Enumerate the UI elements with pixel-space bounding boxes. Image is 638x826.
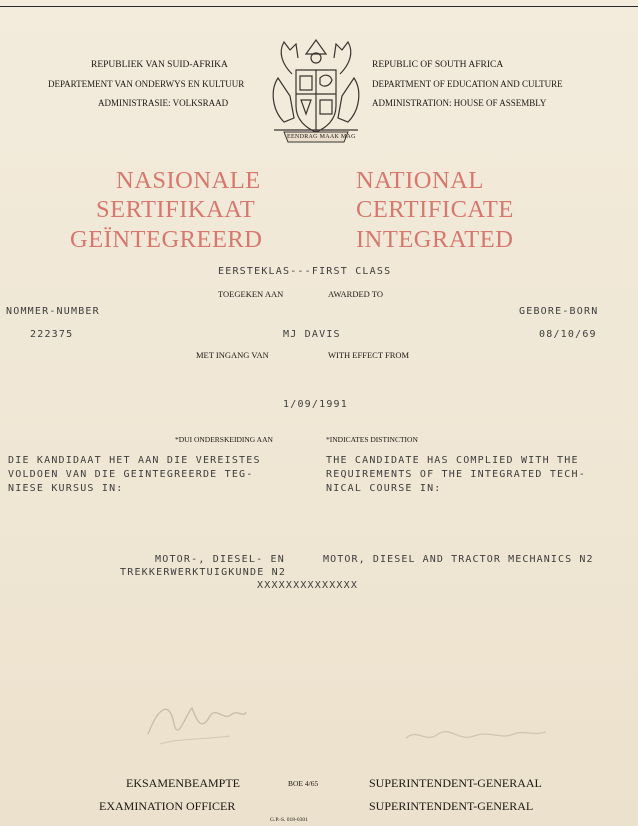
awarded-af: TOEGEKEN AAN [218,289,284,299]
crest-motto: EENDRAG MAAK MAG [287,134,356,140]
footer-exam-en: EXAMINATION OFFICER [99,799,236,813]
header-left-line-3: ADMINISTRASIE: VOLKSRAAD [98,98,229,108]
effect-date: 1/09/1991 [283,399,348,410]
candidate-en-line-1: THE CANDIDATE HAS COMPLIED WITH THE [326,455,579,466]
candidate-af-line-3: NIESE KURSUS IN: [8,483,124,494]
candidate-af-line-2: VOLDOEN VAN DIE GEINTEGREERDE TEG- [8,469,254,480]
title-en-line-3: INTEGRATED [356,226,514,253]
footer-super-af: SUPERINTENDENT-GENERAAL [369,776,542,790]
number-label: NOMMER-NUMBER [6,306,100,317]
top-border [0,6,638,7]
header-right-line-3: ADMINISTRATION: HOUSE OF ASSEMBLY [372,98,547,108]
candidate-af-line-1: DIE KANDIDAAT HET AAN DIE VEREISTES [8,455,261,466]
distinction-af: *DUI ONDERSKEIDING AAN [175,435,273,444]
born-label: GEBORE-BORN [519,306,599,317]
candidate-en-line-2: REQUIREMENTS OF THE INTEGRATED TECH- [326,469,586,480]
born-value: 08/10/69 [539,329,597,340]
course-en: MOTOR, DIESEL AND TRACTOR MECHANICS N2 [323,554,594,565]
examiner-signature-icon [140,694,250,754]
title-af-line-2: SERTIFIKAAT [96,196,256,223]
footer-form-code: BOE 4/65 [288,779,319,788]
candidate-en-line-3: NICAL COURSE IN: [326,483,442,494]
distinction-en: *INDICATES DISTINCTION [326,435,418,444]
course-af-line-2: TREKKERWERKTUIGKUNDE N2 [120,567,287,578]
effect-af: MET INGANG VAN [196,350,269,360]
header-left-line-1: REPUBLIEK VAN SUID-AFRIKA [91,60,228,70]
header-right-line-1: REPUBLIC OF SOUTH AFRICA [372,60,504,70]
awarded-en: AWARDED TO [328,289,383,299]
course-af-line-1: MOTOR-, DIESEL- EN [155,554,285,565]
footer-exam-af: EKSAMENBEAMPTE [126,776,241,790]
footer-printer: G.P.-S. 018-0301 [270,817,308,823]
title-en-line-1: NATIONAL [356,167,484,194]
crosses-line: XXXXXXXXXXXXXX [257,580,359,591]
number-value: 222375 [30,329,74,340]
title-af-line-1: NASIONALE [116,167,261,194]
title-en-line-2: CERTIFICATE [356,196,514,223]
effect-en: WITH EFFECT FROM [328,350,410,360]
header-left-line-2: DEPARTEMENT VAN ONDERWYS EN KULTUUR [48,79,245,89]
title-af-line-3: GEÏNTEGREERD [70,226,263,253]
class-line: EERSTEKLAS---FIRST CLASS [218,266,392,277]
recipient-name: MJ DAVIS [283,329,341,340]
superintendent-signature-icon [400,714,550,754]
footer-super-en: SUPERINTENDENT-GENERAL [369,799,534,813]
header-right-line-2: DEPARTMENT OF EDUCATION AND CULTURE [372,79,563,89]
